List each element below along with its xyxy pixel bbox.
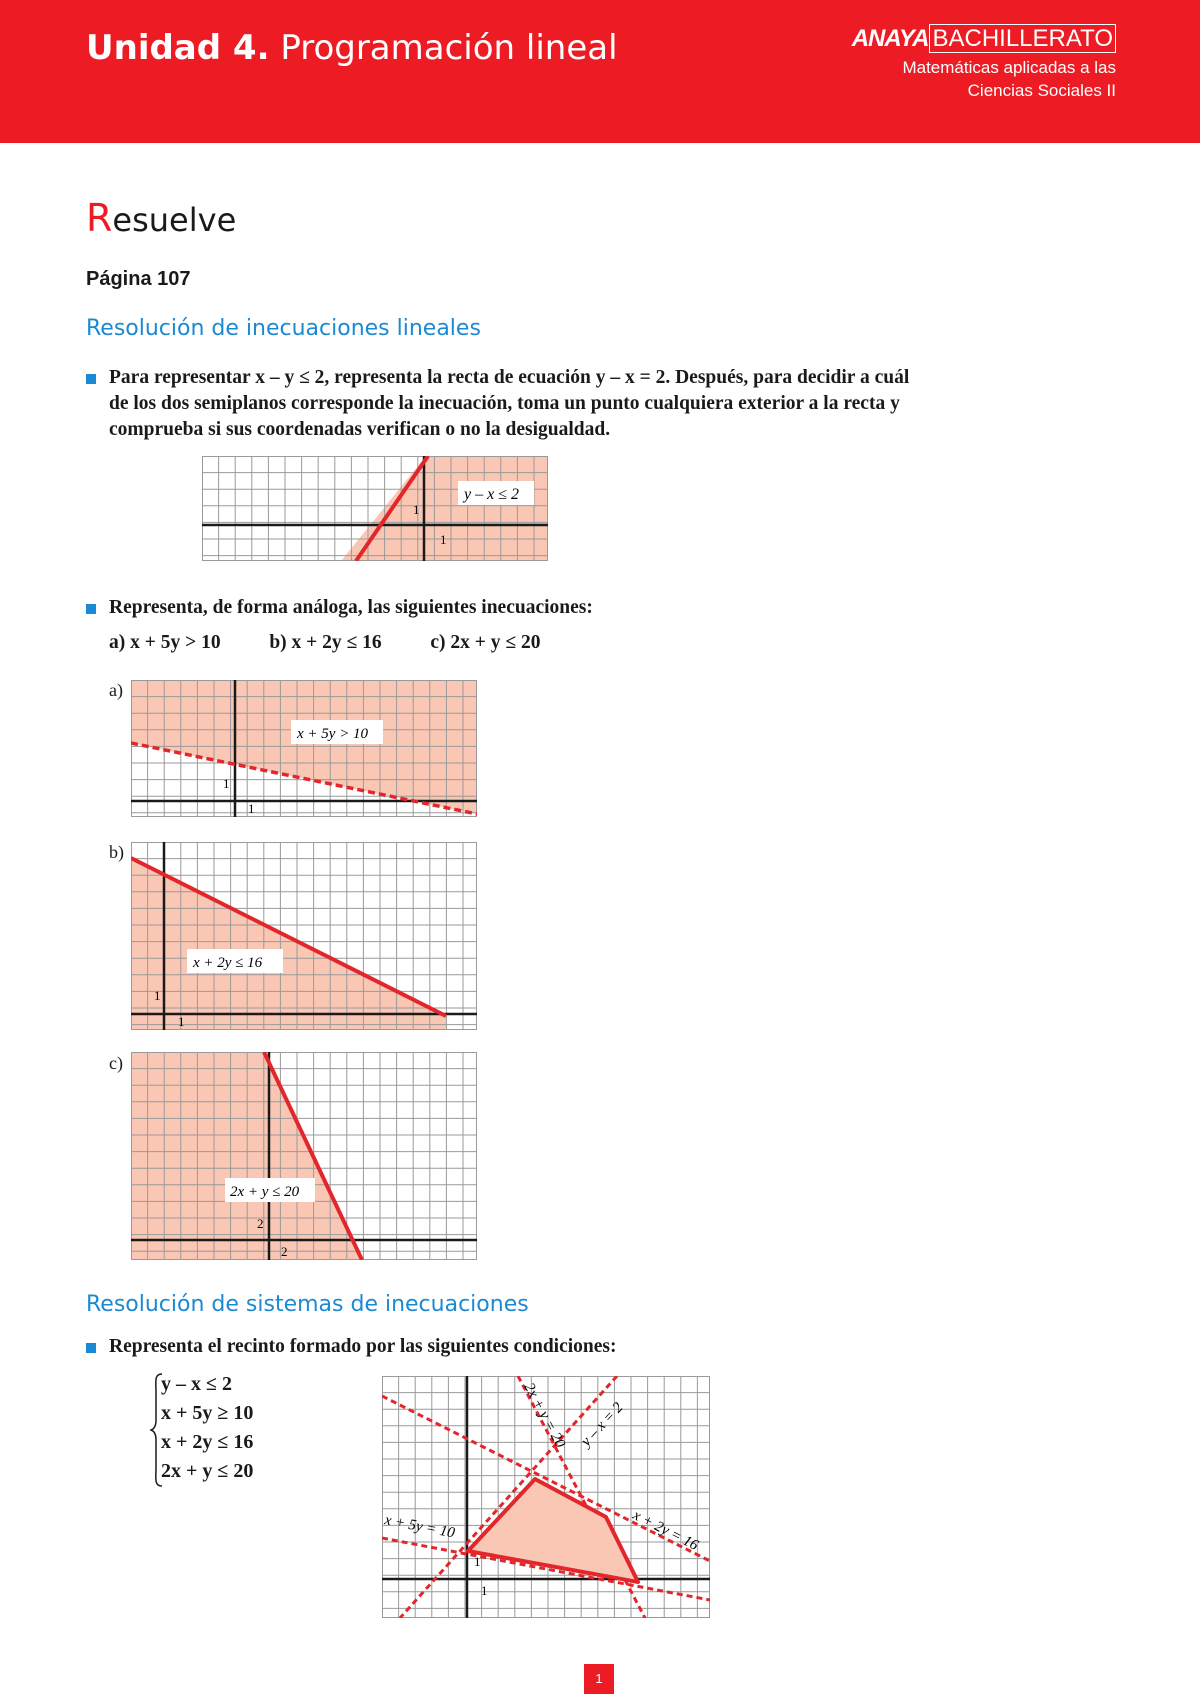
graph-b [131, 842, 477, 1030]
instruction-paragraph-1: Para representar x – y ≤ 2, representa la recta de ecuación y – x = 2. Después, para decidir a cuál de los dos semiplanos corresponde la inecuación, toma un punto cualquiera exterior a la recta y comprueba si sus coordenadas verifican o no la desigualdad. [109, 367, 910, 440]
graph-a-tag: a) [109, 680, 123, 700]
graph-c-tag: c) [109, 1053, 123, 1073]
label-2x-y-20: 2x + y = 20 [520, 1380, 568, 1451]
region-fill [131, 680, 477, 814]
graph-label: x + 5y > 10 [297, 726, 369, 742]
graph-label: y – x ≤ 2 [464, 486, 519, 503]
graph-example [202, 456, 548, 561]
brand-logo: ANAYA BACHILLERATO [852, 26, 1116, 52]
feasible-region [468, 1479, 638, 1582]
tick-y: 1 [223, 776, 230, 791]
inequality-1: y – x ≤ 2 [161, 1373, 232, 1395]
tick-y: 2 [257, 1216, 264, 1231]
page-reference: Página 107 [86, 268, 191, 290]
heading-linear-inequalities: Resolución de inecuaciones lineales [86, 316, 481, 341]
graph-label: x + 2y ≤ 16 [193, 955, 263, 971]
graph-label: 2x + y ≤ 20 [230, 1184, 300, 1200]
tick-y: 1 [154, 988, 161, 1003]
inequality-3: x + 2y ≤ 16 [161, 1431, 254, 1453]
section-title: Resuelve [86, 196, 237, 240]
tick-y: 1 [413, 502, 420, 517]
tick-x: 1 [248, 801, 255, 816]
inequality-2: x + 5y ≥ 10 [161, 1402, 254, 1424]
bullet-marker [86, 1343, 96, 1353]
graph-a [131, 680, 477, 817]
instruction-paragraph-3: Representa el recinto formado por las siguientes condiciones: [109, 1336, 617, 1357]
tick-x: 1 [178, 1014, 185, 1029]
subject-line-1: Matemáticas aplicadas a las [902, 58, 1116, 77]
inequality-4: 2x + y ≤ 20 [161, 1460, 254, 1482]
page-number: 1 [584, 1664, 614, 1694]
region-fill [202, 456, 548, 561]
inequality-system [161, 1370, 253, 1486]
brand-block [852, 26, 1116, 102]
instruction-paragraph-2: Representa, de forma análoga, las siguientes inecuaciones: a) x + 5y > 10 b) x + 2y ≤ 16 c) 2x + y ≤ 20 [109, 597, 593, 653]
tick-x: 1 [481, 1583, 488, 1598]
graph-c [131, 1052, 477, 1260]
unit-title: Unidad 4. Programación lineal [86, 28, 618, 68]
label-x-2y-16: x + 2y = 16 [630, 1507, 701, 1554]
tick-x: 2 [281, 1244, 288, 1259]
bullet-marker [86, 374, 96, 384]
line-y-x-2 [400, 1376, 617, 1618]
graph-b-tag: b) [109, 842, 124, 862]
bullet-marker [86, 604, 96, 614]
header-banner [0, 0, 1200, 143]
region-fill [131, 1052, 362, 1260]
label-x-5y-10: x + 5y = 10 [383, 1512, 457, 1542]
heading-inequality-systems: Resolución de sistemas de inecuaciones [86, 1292, 529, 1317]
tick-x: 1 [440, 532, 447, 547]
label-y-x-2: y – x = 2 [578, 1399, 627, 1450]
tick-y: 1 [474, 1554, 481, 1569]
subject-line-2: Ciencias Sociales II [967, 81, 1116, 100]
graph-feasible-region [382, 1376, 710, 1618]
